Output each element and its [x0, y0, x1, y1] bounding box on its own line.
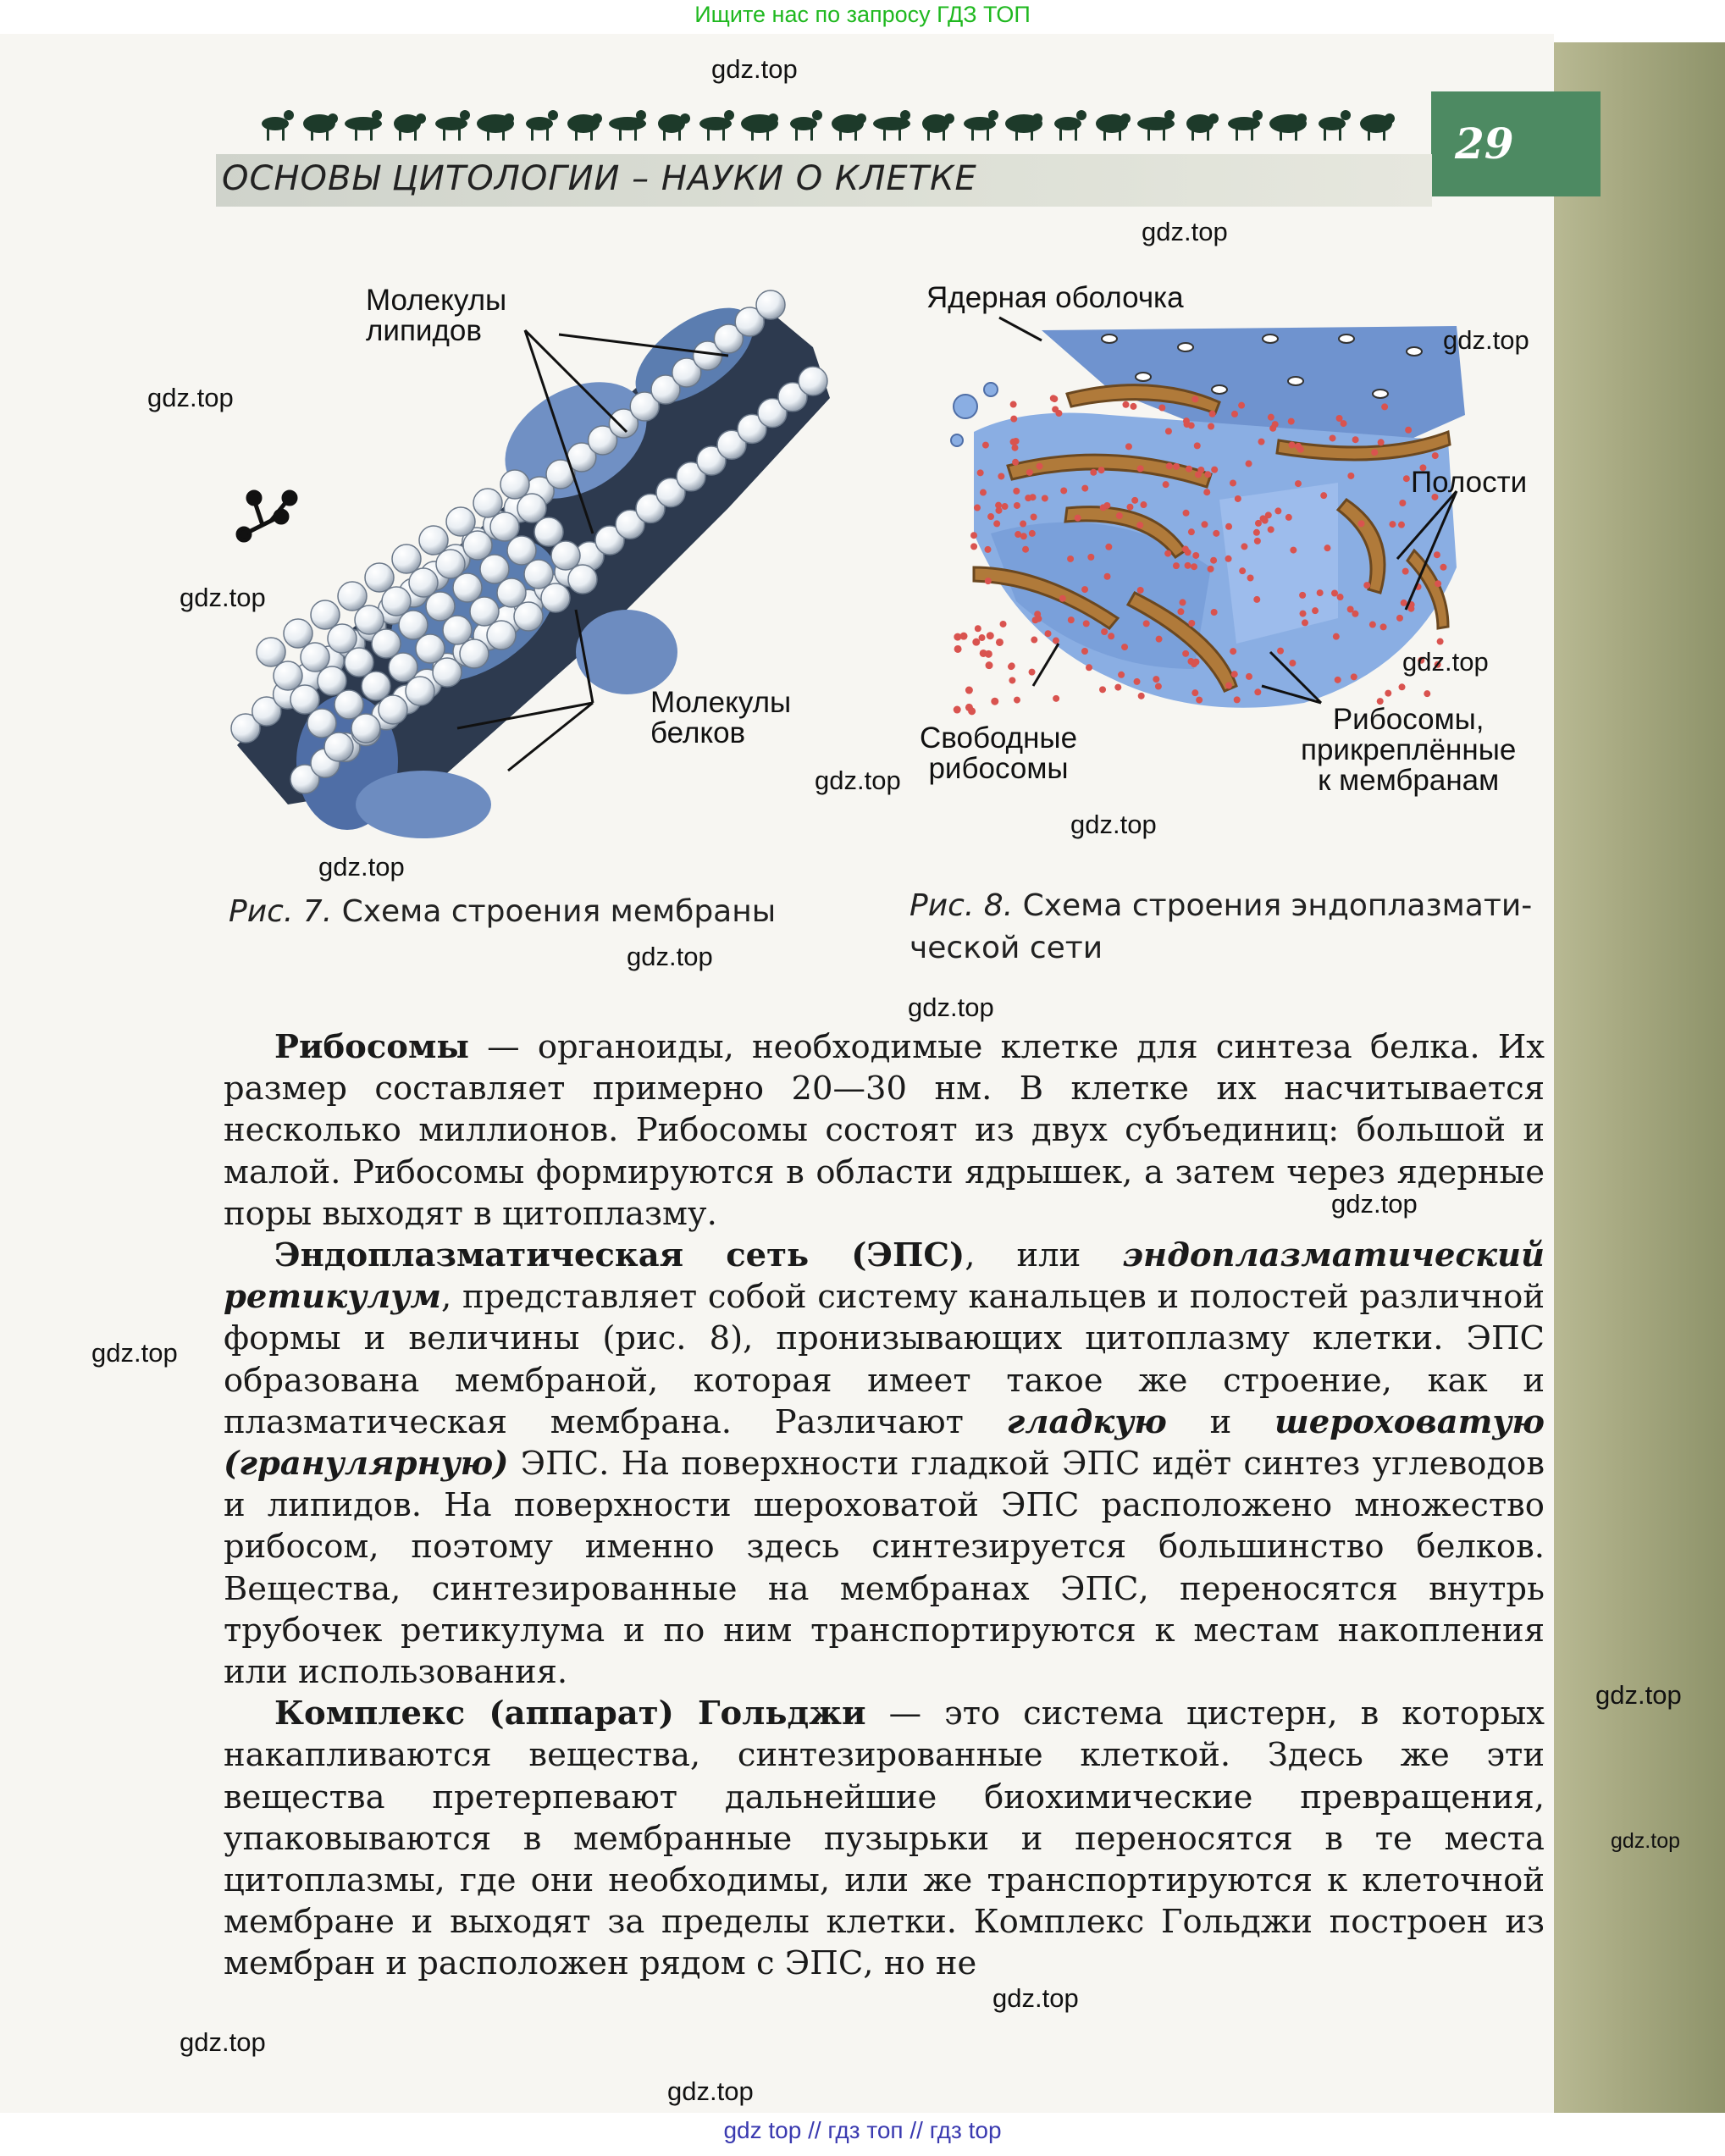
label-nuclear-envelope: Ядерная оболочка: [926, 281, 1184, 314]
watermark: gdz.top: [815, 766, 901, 795]
protein-blob: [356, 771, 491, 838]
paragraph-er: Эндоплазматическая сеть (ЭПС), или эндоплазматический ретикулум, представляет собой систему канальцев и полостей различной формы и величины (рис. 8), пронизывающих цитоплазму клетки. ЭПС образована мембраной, которая имеет такое же строение, как и плазматическая мембрана. Различают гладкую и шероховатую (гранулярную) ЭПС. На поверхности гладкой ЭПС идёт синтез углеводов и липидов. На поверхности шероховатой ЭПС расположено множество рибосом, поэтому именно здесь синтезируется большинство белков. Вещества, синтезированные на мембранах ЭПС, переносятся внутрь трубочек ретикулума и по ним транспортируются к местам накопления или использования.: [224, 1236, 1545, 1692]
animal-silhouette: [1137, 110, 1175, 141]
animal-silhouette: [1360, 113, 1395, 141]
body-text: [224, 1026, 1545, 1985]
label-lipids: Молекулы липидов: [366, 284, 507, 347]
page-edge-band: [1554, 42, 1725, 2113]
watermark: gdz.top: [627, 942, 713, 971]
figure8-caption: Рис. 8. Схема строения эндоплазмати- ческой сети: [909, 888, 1533, 965]
label-attached-ribosomes: Рибосомы, прикреплённые к мембранам: [1301, 703, 1517, 797]
watermark: gdz.top: [180, 2027, 266, 2057]
watermark: gdz.top: [908, 992, 994, 1022]
animal-silhouette: [873, 110, 910, 141]
label-cavities: Полости: [1411, 466, 1528, 499]
watermark: gdz.top: [1402, 647, 1489, 677]
animal-silhouette: [658, 113, 690, 141]
watermark: gdz.top: [992, 1983, 1079, 2013]
animal-silhouette-strip: [254, 93, 1406, 151]
animal-silhouette: [1269, 113, 1307, 141]
watermark: gdz.top: [147, 383, 234, 412]
animal-silhouette: [394, 113, 426, 141]
animal-silhouette: [1319, 110, 1351, 141]
paragraph-ribosomes: Рибосомы — органоиды, необходимые клетке для синтеза белка. Их размер составляет примерно 20—30 нм. В клетке их насчитывается несколько миллионов. Рибосомы состоят из двух субъединиц: большой и малой. Рибосомы формируются в области ядрышек, а затем через ядерные поры выходят в цитоплазму.: [224, 1028, 1545, 1233]
animal-silhouette: [1186, 113, 1219, 141]
animal-silhouette: [262, 110, 294, 141]
animal-silhouette: [345, 110, 382, 141]
protein-blob: [576, 610, 677, 694]
animal-silhouette: [609, 110, 646, 141]
watermark: gdz.top: [1595, 1680, 1682, 1710]
animal-silhouette: [1096, 113, 1131, 141]
paragraph-golgi: Комплекс (аппарат) Гольджи — это система цистерн, в которых накапливаются вещества, синтезированные клеткой. Здесь же эти вещества претерпевают дальнейшие биохимические превращения, упаковываются в мембранные пузырьки и переносятся в те места цитоплазмы, где они необходимы, или же транспортируются к клеточной мембране и выходят за пределы клетки. Комплекс Гольджи построен из мембран и расположен рядом с ЭПС, но не: [224, 1694, 1545, 1983]
animal-silhouette: [790, 110, 822, 141]
watermark: gdz.top: [318, 852, 405, 882]
animal-silhouette: [567, 113, 602, 141]
animal-silhouette: [922, 113, 954, 141]
top-watermark[interactable]: Ищите нас по запросу ГДЗ ТОП: [694, 2, 1031, 27]
label-free-ribosomes: Свободные рибосомы: [920, 721, 1078, 785]
animal-silhouette: [1005, 113, 1042, 141]
page-number: 29: [1455, 119, 1514, 169]
watermark: gdz.top: [1331, 1189, 1418, 1219]
watermark: gdz.top: [711, 54, 798, 84]
animal-silhouette: [832, 113, 866, 141]
chapter-title: ОСНОВЫ ЦИТОЛОГИИ – НАУКИ О КЛЕТКЕ: [222, 159, 977, 198]
animal-silhouette: [435, 110, 470, 141]
animal-silhouette: [1054, 110, 1086, 141]
watermark: gdz.top: [91, 1338, 178, 1368]
animal-silhouette: [477, 113, 514, 141]
animal-silhouette: [303, 113, 338, 141]
watermark: gdz.top: [1070, 810, 1157, 839]
watermark: gdz.top: [1443, 325, 1529, 355]
animal-silhouette: [741, 113, 778, 141]
watermark: gdz.top: [180, 583, 266, 612]
watermark: gdz.top: [1611, 1829, 1681, 1853]
watermark: gdz.top: [1142, 217, 1228, 246]
animal-silhouette: [1228, 110, 1263, 141]
watermark: gdz.top: [667, 2076, 754, 2106]
bottom-watermark[interactable]: gdz top // гдз топ // гдз top: [723, 2117, 1002, 2143]
animal-silhouette: [526, 110, 558, 141]
animal-silhouette: [964, 110, 998, 141]
membrane-illustration: [220, 254, 864, 847]
figure7-caption: Рис. 7. Схема строения мембраны: [229, 894, 777, 929]
glycocalyx-branch: [238, 492, 296, 540]
er-leader-lines: [923, 288, 1516, 762]
label-proteins: Молекулы белков: [650, 686, 792, 749]
animal-silhouette: [699, 110, 734, 141]
